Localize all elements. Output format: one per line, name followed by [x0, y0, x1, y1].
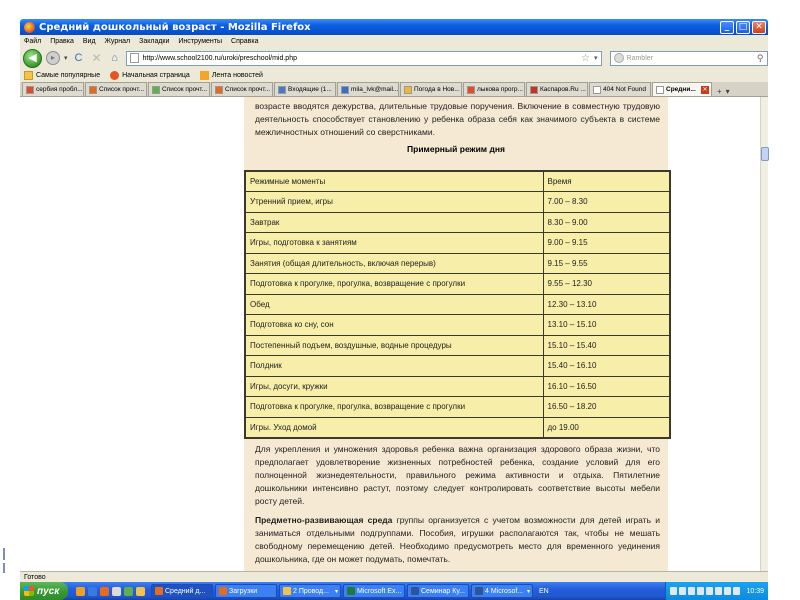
tray-icon[interactable] [688, 587, 695, 595]
regime-time-cell: 15.10 – 15.40 [543, 335, 670, 356]
health-paragraph: Для укрепления и умножения здоровья ребенка важна организация здорового образа жизни, что предполагает удовлетворение жизненных потребностей ребенка, создание условий для его полноценной жизнедеятельности, правильного режима активности и отдыха. Пятилетние дошкольники интенсивно растут, поэтому следует контролировать соответствие высоты мебели росту детей. [255, 444, 660, 506]
task-app-icon [219, 587, 227, 595]
regime-moment-cell: Игры. Уход домой [245, 417, 543, 438]
task-list [151, 584, 535, 598]
regime-moment-cell: Занятия (общая длительность, включая перерыв) [245, 253, 543, 274]
tab-label: Список прочт... [99, 86, 145, 93]
page-icon [130, 53, 139, 63]
tab-favicon-icon [152, 86, 160, 94]
windows-logo-icon [24, 586, 34, 596]
quick-launch-icon[interactable] [136, 587, 145, 596]
status-text: Готово [24, 573, 46, 581]
bookmark-label: Самые популярные [36, 72, 101, 79]
regime-moment-cell: Завтрак [245, 212, 543, 233]
table-row [245, 192, 670, 213]
tab[interactable] [22, 82, 84, 96]
menu-history[interactable]: Журнал [104, 37, 131, 45]
close-button[interactable]: ✕ [752, 21, 766, 34]
tab-label: Каспаров.Ru ... [540, 86, 586, 93]
tab[interactable] [85, 82, 147, 96]
menu-file[interactable]: Файл [24, 37, 42, 45]
tab-list-button[interactable]: ▾ [725, 87, 730, 96]
quick-launch-icon[interactable] [88, 587, 97, 596]
rss-icon [200, 71, 209, 80]
tray-icon[interactable] [724, 587, 731, 595]
window-title: Средний дошкольный возраст - Mozilla Firefox [39, 21, 311, 33]
taskbar-button[interactable] [471, 584, 533, 598]
tab[interactable] [148, 82, 210, 96]
start-label: пуск [37, 585, 60, 597]
regime-moment-cell: Полдник [245, 356, 543, 377]
task-label: 4 Microsof... [485, 587, 524, 595]
task-label: 2 Провод... [293, 587, 329, 595]
tab-favicon-icon [89, 86, 97, 94]
tab-label: Входящие (1... [288, 86, 332, 93]
regime-time-cell: до 19.00 [543, 417, 670, 438]
firefox-icon [110, 71, 119, 80]
task-app-icon [347, 587, 355, 595]
regime-moment-cell: Обед [245, 294, 543, 315]
navigation-toolbar [20, 47, 768, 69]
side-mark [3, 548, 5, 560]
tab-label: сербия пробл... [36, 86, 83, 93]
tab-close-icon[interactable]: ✕ [702, 86, 708, 93]
tab[interactable] [589, 82, 651, 96]
taskbar [20, 582, 768, 600]
menu-help[interactable]: Справка [231, 37, 259, 45]
table-title: Примерный режим дня [407, 144, 505, 154]
table-row [245, 212, 670, 233]
regime-moment-cell: Подготовка к прогулке, прогулка, возвращение с прогулки [245, 274, 543, 295]
tab-favicon-icon [656, 86, 664, 94]
tab-favicon-icon [593, 86, 601, 94]
tab-label: 404 Not Found [603, 86, 647, 93]
taskbar-button[interactable] [279, 584, 341, 598]
table-header-row [245, 171, 670, 192]
search-engine-icon[interactable] [614, 53, 624, 63]
tab-favicon-icon [278, 86, 286, 94]
menu-view[interactable]: Вид [82, 37, 96, 45]
regime-moment-cell: Утренний прием, игры [245, 192, 543, 213]
bookmarks-toolbar [20, 69, 768, 82]
bookmark-label: Начальная страница [122, 72, 190, 79]
quick-launch-icon[interactable] [100, 587, 109, 596]
tray-icon[interactable] [679, 587, 686, 595]
table-row [245, 356, 670, 377]
task-app-icon [283, 587, 291, 595]
quick-launch [76, 587, 145, 596]
table-row [245, 253, 670, 274]
regime-time-cell: 7.00 – 8.30 [543, 192, 670, 213]
menu-bookmarks[interactable]: Закладки [139, 37, 170, 45]
tab[interactable] [211, 82, 273, 96]
history-dropdown-icon[interactable]: ▾ [64, 55, 68, 62]
environment-paragraph [255, 514, 660, 566]
vertical-scrollbar[interactable] [760, 97, 768, 571]
back-button[interactable]: ◀ [23, 49, 42, 68]
tray-icon[interactable] [706, 587, 713, 595]
tab-favicon-icon [467, 86, 475, 94]
regime-time-cell: 13.10 – 15.10 [543, 315, 670, 336]
daily-schedule-table [244, 170, 671, 439]
url-text[interactable]: http://www.school2100.ru/uroki/preschool/mid.php [142, 54, 297, 62]
environment-term: Предметно-развивающая среда [255, 515, 393, 525]
tab-favicon-icon [26, 86, 34, 94]
tab-label: лыкова прогр... [477, 86, 523, 93]
home-button[interactable]: ⌂ [111, 52, 118, 64]
regime-time-cell: 9.15 – 9.55 [543, 253, 670, 274]
tab-favicon-icon [404, 86, 412, 94]
task-group-arrow-icon: ▾ [334, 588, 338, 595]
tray-icon[interactable] [733, 587, 740, 595]
start-button[interactable] [20, 582, 68, 600]
quick-launch-icon[interactable] [124, 587, 133, 596]
tab[interactable] [526, 82, 588, 96]
body-text [255, 443, 660, 571]
taskbar-button[interactable] [151, 584, 213, 598]
language-indicator[interactable]: EN [539, 587, 549, 595]
bookmark-label: Лента новостей [211, 72, 263, 79]
tab[interactable] [463, 82, 525, 96]
taskbar-button[interactable] [407, 584, 469, 598]
table-row [245, 417, 670, 438]
new-tab-button[interactable]: + [717, 87, 722, 96]
bookmark-most-visited[interactable] [24, 71, 100, 80]
regime-time-cell: 15.40 – 16.10 [543, 356, 670, 377]
tab-active[interactable] [652, 82, 712, 96]
regime-moment-cell: Постепенный подъем, воздушные, водные процедуры [245, 335, 543, 356]
table-row [245, 315, 670, 336]
taskbar-button[interactable] [215, 584, 277, 598]
regime-moment-cell: Подготовка ко сну, сон [245, 315, 543, 336]
bookmark-start-page[interactable] [110, 71, 190, 80]
regime-moment-cell: Подготовка к прогулке, прогулка, возвращение с прогулки [245, 397, 543, 418]
forward-button[interactable]: ▸ [46, 51, 60, 65]
stop-button[interactable]: ✕ [91, 51, 102, 65]
status-bar [20, 571, 768, 582]
table-row [245, 397, 670, 418]
intro-paragraph: возрасте вводятся дежурства, длительные трудовые поручения. Включение в совместную трудовую деятельность способствует становлению у ребенка образа себя как значимого субъекта в системе межличностных отношений со сверстниками. [255, 101, 660, 137]
tab-label: Список прочт... [162, 86, 208, 93]
task-app-icon [155, 587, 163, 595]
tab-favicon-icon [530, 86, 538, 94]
firefox-icon [24, 22, 35, 33]
table-row [245, 376, 670, 397]
search-input[interactable]: Rambler [626, 54, 653, 62]
task-group-arrow-icon: ▾ [526, 588, 530, 595]
tray-icon[interactable] [715, 587, 722, 595]
tab[interactable] [274, 82, 336, 96]
taskbar-button[interactable] [343, 584, 405, 598]
window-title-bar[interactable] [20, 19, 768, 35]
table-row [245, 233, 670, 254]
menu-tools[interactable]: Инструменты [178, 37, 223, 45]
search-bar[interactable] [610, 51, 768, 66]
tray-icon[interactable] [670, 587, 677, 595]
tray-icon[interactable] [697, 587, 704, 595]
tab[interactable] [400, 82, 462, 96]
table-row [245, 294, 670, 315]
url-dropdown-icon[interactable]: ▾ [594, 55, 598, 62]
table-row [245, 274, 670, 295]
task-app-icon [475, 587, 483, 595]
task-label: Microsoft Ex... [357, 587, 402, 595]
task-app-icon [411, 587, 419, 595]
search-icon[interactable]: ⚲ [756, 52, 764, 63]
minimize-button[interactable]: _ [720, 21, 734, 34]
task-label: Семинар Ку... [421, 587, 465, 595]
header-moment: Режимные моменты [245, 171, 543, 192]
folder-icon [24, 71, 33, 80]
menu-edit[interactable]: Правка [50, 37, 74, 45]
bookmark-star-icon[interactable]: ☆ [581, 52, 590, 64]
regime-moment-cell: Игры, досуги, кружки [245, 376, 543, 397]
tab-bar [20, 82, 768, 97]
tab[interactable] [337, 82, 399, 96]
url-bar[interactable] [126, 51, 602, 66]
regime-time-cell: 8.30 – 9.00 [543, 212, 670, 233]
tab-label: mila_lvk@mail... [351, 86, 399, 93]
task-label: Загрузки [229, 587, 258, 595]
regime-time-cell: 9.55 – 12.30 [543, 274, 670, 295]
window-controls [720, 21, 766, 34]
regime-time-cell: 12.30 – 13.10 [543, 294, 670, 315]
system-tray [665, 582, 768, 600]
task-label: Средний д... [165, 587, 206, 595]
scrollbar-thumb[interactable] [761, 147, 769, 161]
quick-launch-icon[interactable] [76, 587, 85, 596]
quick-launch-icon[interactable] [112, 587, 121, 596]
regime-time-cell: 9.00 – 9.15 [543, 233, 670, 254]
bookmark-news-feed[interactable] [200, 71, 263, 80]
clock: 10:39 [746, 587, 764, 595]
tab-label: Погода в Нов... [414, 86, 460, 93]
maximize-button[interactable]: □ [736, 21, 750, 34]
tab-favicon-icon [341, 86, 349, 94]
tab-favicon-icon [215, 86, 223, 94]
page-viewport [20, 97, 760, 571]
header-time: Время [543, 171, 670, 192]
regime-time-cell: 16.50 – 18.20 [543, 397, 670, 418]
reload-button[interactable]: C [74, 52, 83, 64]
regime-moment-cell: Игры, подготовка к занятиям [245, 233, 543, 254]
side-mark [3, 563, 5, 573]
menu-bar [20, 35, 768, 47]
tab-label: Список прочт... [225, 86, 271, 93]
regime-time-cell: 16.10 – 16.50 [543, 376, 670, 397]
table-row [245, 335, 670, 356]
tab-label: Средни... [666, 86, 696, 93]
environment-text: группы организуется с учетом возможности для детей играть и заниматься отдельными подгруппами. Пособия, игрушки располагаются так, чтобы не мешать свободному перемещению детей. Необходимо предусмотреть место для временного уединения дошкольника, где он может подумать, помечтать. [255, 515, 660, 564]
